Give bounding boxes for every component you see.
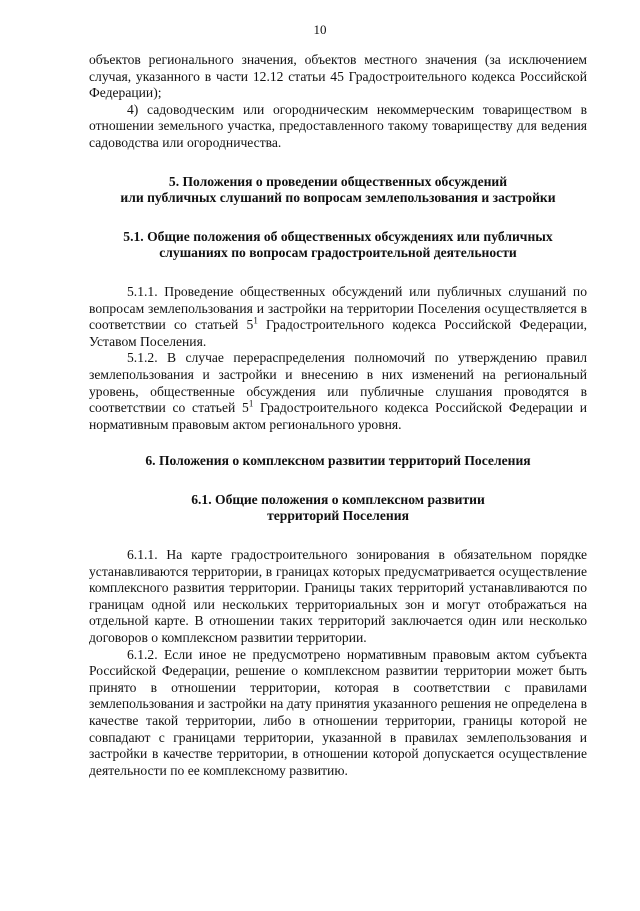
paragraph-6-1-1: 6.1.1. На карте градостроительного зонирования в обязательном порядке устанавливаются территории, в границах которых предусматривается осуществление комплексного развития территории. Границы таких территорий устанавливаются по границам одной или нескольких территориальных зон и могут отображаться на отдельной карте. В отношении таких территорий заключается один или несколько договоров о комплексном развитии территории. xyxy=(89,547,587,646)
document-body xyxy=(89,52,587,779)
section-6-1-heading-line1: 6.1. Общие положения о комплексном развитии xyxy=(191,491,485,507)
section-5-heading xyxy=(89,174,587,207)
paragraph-5-1-1-superscript: 1 xyxy=(253,315,258,326)
paragraph-5-1-2-superscript: 1 xyxy=(248,398,254,409)
paragraph-6-1-2: 6.1.2. Если иное не предусмотрено нормативным правовым актом субъекта Российской Федерации, решение о комплексном развитии территории может быть принято в отношении территории, которая в соответствии с правилами землепользования и застройки на дату принятия указанного решения не определена в качестве такой территории, либо в отношении территории, границы которой не совпадают с границами территории, указанной в правилах землепользования и застройки в качестве территории, в отношении которой допускается осуществление деятельности по ее комплексному развитию. xyxy=(89,646,587,778)
section-5-1-heading xyxy=(89,229,587,262)
continuation-paragraph: объектов регионального значения, объектов местного значения (за исключением случая, указанного в части 12.12 статьи 45 Градостроительного кодекса Российской Федерации); xyxy=(89,52,587,101)
section-5-1-heading-line2: слушаниях по вопросам градостроительной деятельности xyxy=(159,245,517,261)
paragraph-5-1-2 xyxy=(89,350,587,433)
section-6-1-heading-line2: территорий Поселения xyxy=(267,508,409,524)
section-6-1-heading xyxy=(89,492,587,525)
paragraph-5-1-1 xyxy=(89,284,587,350)
item-4-paragraph: 4) садоводческим или огородническим некоммерческим товариществом в отношении земельного участка, предоставленного такому товариществу для ведения садоводства или огородничества. xyxy=(89,101,587,150)
paragraph-5-1-1-text: 5.1.1. Проведение общественных обсуждений или публичных слушаний по вопросам землепользования и застройки на территории Поселения осуществляется в соответствии со статьей 5 xyxy=(89,283,587,333)
paragraph-5-1-2-text: 5.1.2. В случае перераспределения полномочий по утверждению правил землепользования и застройки и внесению в них изменений на региональный уровень, общественные обсуждения или публичные слушания проводятся в соответствии со статьей 5 xyxy=(89,350,587,416)
paragraph-5-1-2-tail: Градостроительного кодекса Российской Федерации и нормативным правовым актом регионального уровня. xyxy=(89,400,587,432)
section-6-heading: 6. Положения о комплексном развитии территорий Поселения xyxy=(145,453,531,469)
section-5-heading-line2: или публичных слушаний по вопросам землепользования и застройки xyxy=(120,190,556,206)
section-5-1-heading-line1: 5.1. Общие положения об общественных обсуждениях или публичных xyxy=(123,228,553,244)
paragraph-5-1-1-tail: Градостроительного кодекса Российской Федерации, Уставом Поселения. xyxy=(89,317,587,349)
page-number: 10 xyxy=(313,22,327,37)
section-5-heading-line1: 5. Положения о проведении общественных обсуждений xyxy=(168,173,508,189)
